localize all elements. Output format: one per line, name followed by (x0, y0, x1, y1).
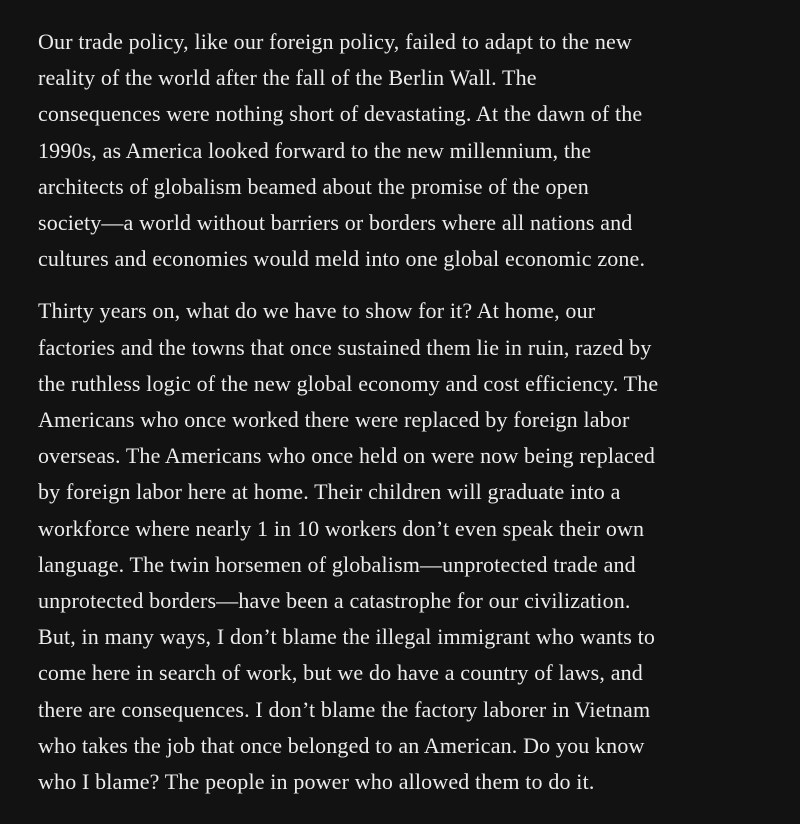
text-line: consequences were nothing short of devastating. At the dawn of the (38, 101, 643, 127)
text-line: unprotected borders—have been a catastrophe for our civilization. (38, 588, 631, 614)
paragraph-1 (38, 24, 768, 277)
text-line: factories and the towns that once sustained them lie in ruin, razed by (38, 334, 652, 360)
text-line: architects of globalism beamed about the promise of the open (38, 173, 589, 199)
text-line: But, in many ways, I don’t blame the illegal immigrant who wants to (38, 624, 655, 650)
text-line: the ruthless logic of the new global economy and cost efficiency. The (38, 370, 659, 396)
text-line: reality of the world after the fall of the Berlin Wall. The (38, 65, 537, 91)
text-line: who I blame? The people in power who allowed them to do it. (38, 769, 595, 795)
document-body (38, 24, 768, 800)
text-line: overseas. The Americans who once held on were now being replaced (38, 443, 656, 469)
text-line: come here in search of work, but we do have a country of laws, and (38, 660, 643, 686)
text-line: by foreign labor here at home. Their children will graduate into a (38, 479, 621, 505)
text-line: workforce where nearly 1 in 10 workers don’t even speak their own (38, 515, 645, 541)
text-line: there are consequences. I don’t blame the factory laborer in Vietnam (38, 696, 651, 722)
text-line: who takes the job that once belonged to an American. Do you know (38, 732, 645, 758)
text-line: Thirty years on, what do we have to show for it? At home, our (38, 298, 596, 324)
text-line: 1990s, as America looked forward to the new millennium, the (38, 137, 592, 163)
text-line: language. The twin horsemen of globalism—unprotected trade and (38, 551, 636, 577)
paragraph-2 (38, 293, 768, 800)
text-line: cultures and economies would meld into one global economic zone. (38, 246, 646, 272)
text-line: Americans who once worked there were replaced by foreign labor (38, 407, 630, 433)
text-line: Our trade policy, like our foreign policy, failed to adapt to the new (38, 29, 632, 54)
text-line: society—a world without barriers or borders where all nations and (38, 210, 633, 236)
